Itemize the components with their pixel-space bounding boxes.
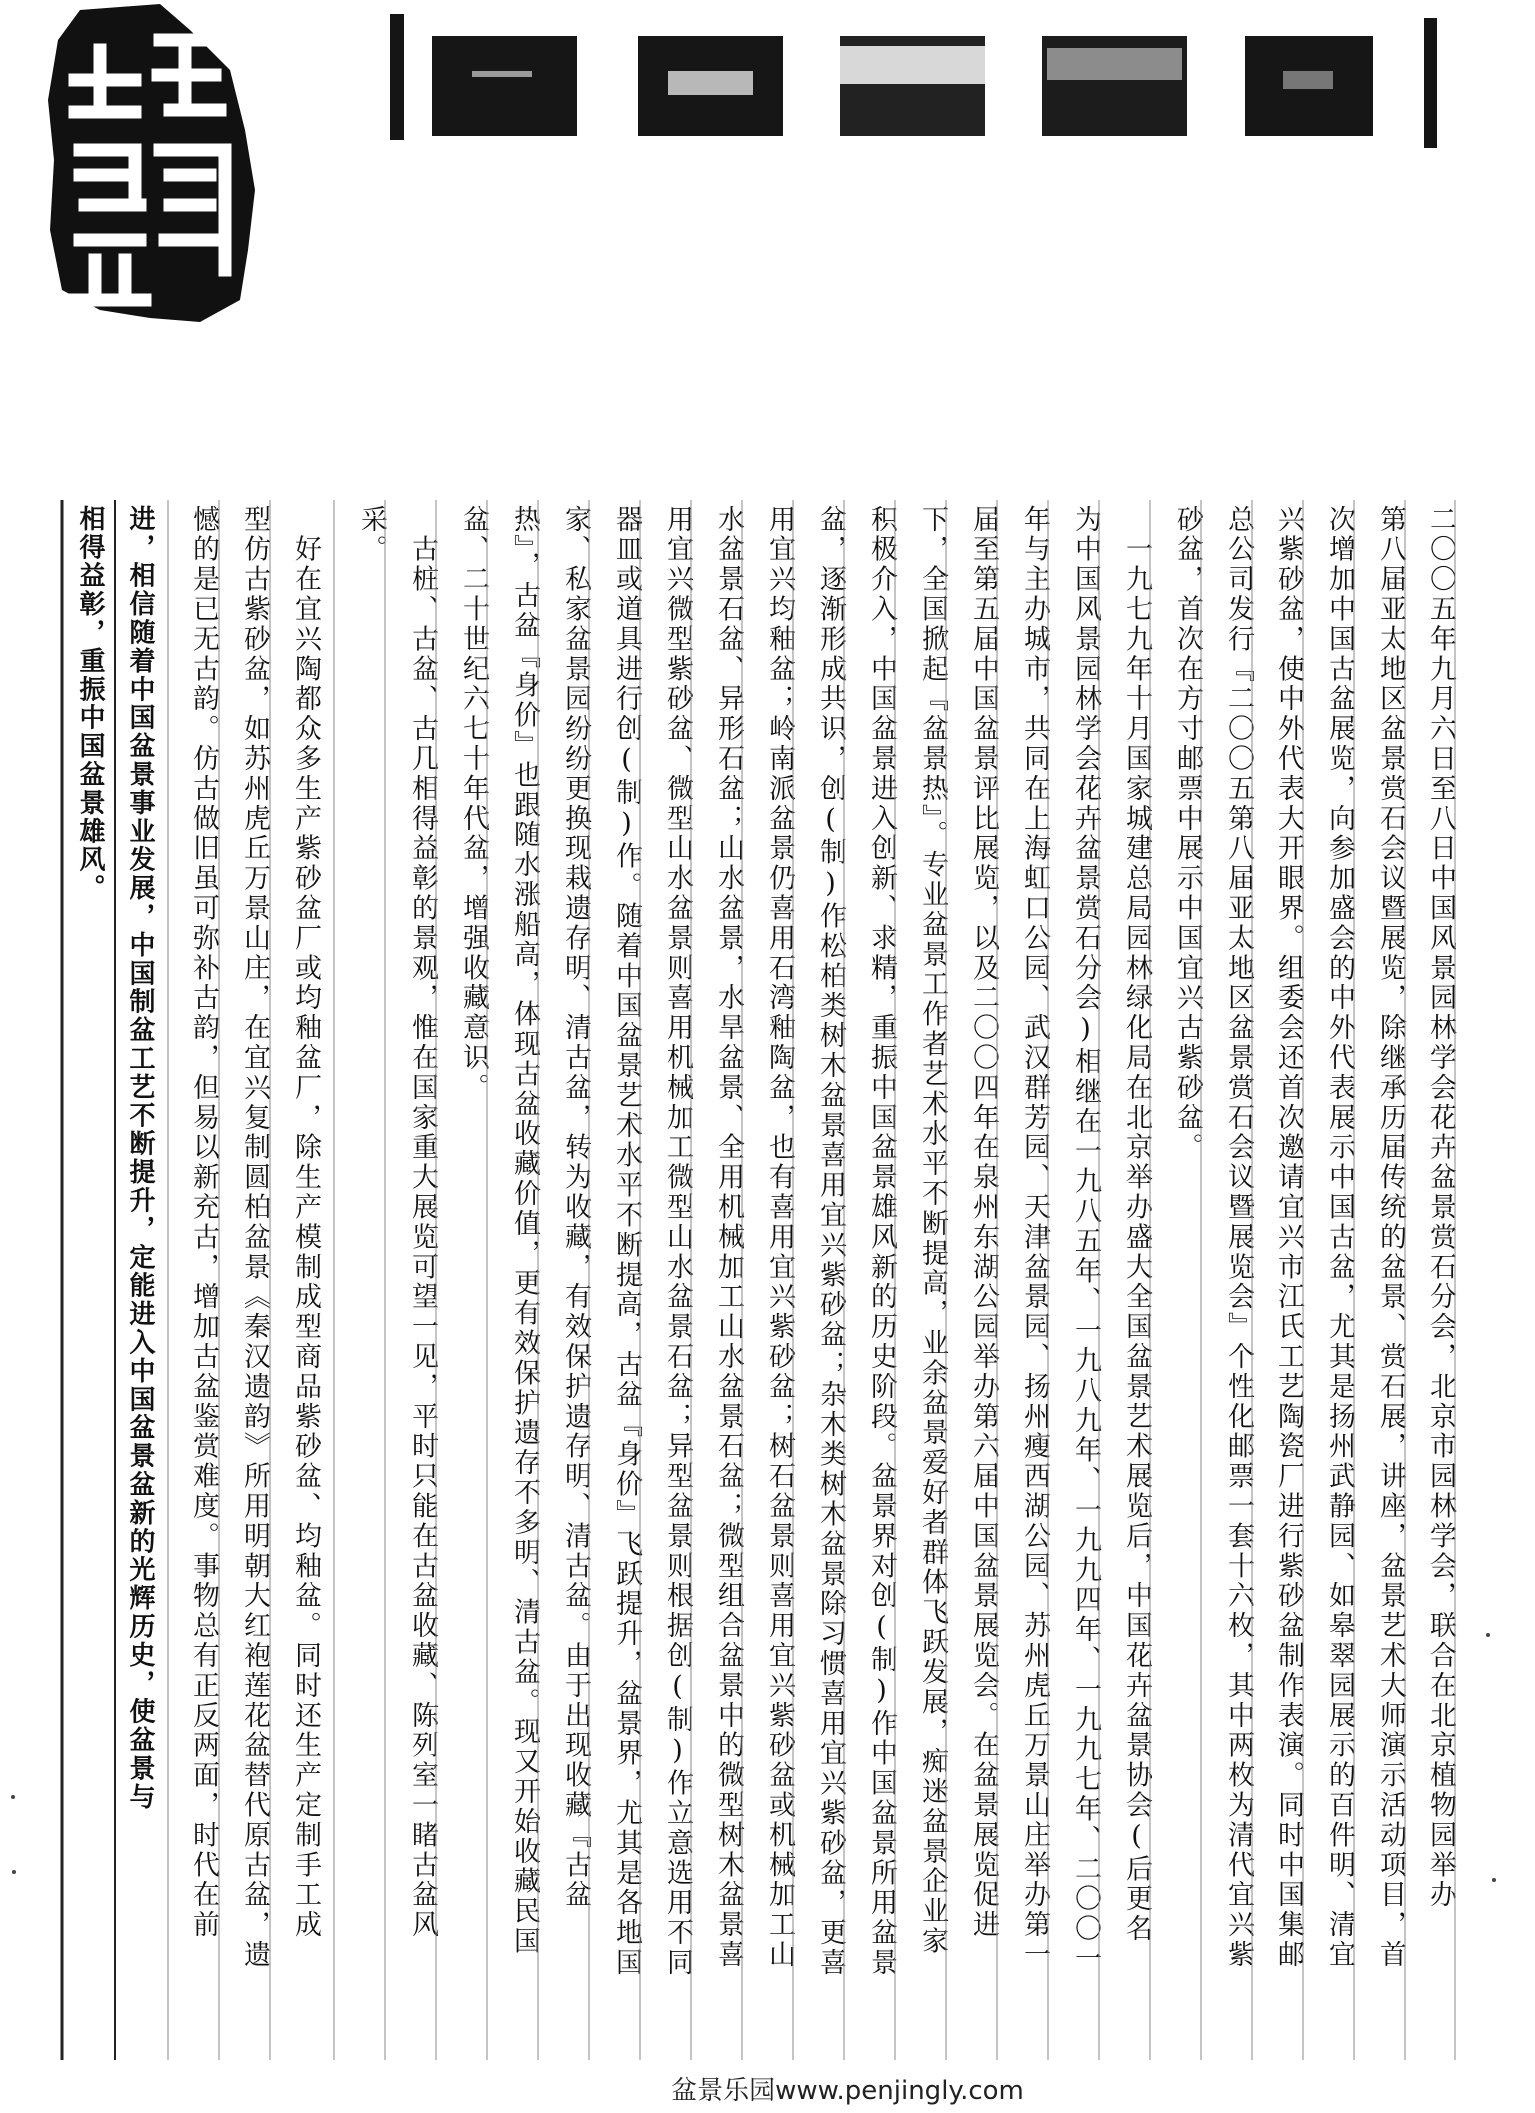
text-column: 憾的是已无古韵。仿古做旧虽可弥补古韵，但易以新充古，增加古盆鉴赏难度。事物总有正反两面，时代在前 [188, 505, 219, 1941]
text-column-bold: 进，相信随着中国盆景事业发展，中国制盆工艺不断提升，定能进入中国盆景盆新的光辉历史，使盆景与 [125, 505, 155, 1812]
text-column: 积极介入，中国盆景进入创新、求精，重振中国盆景雄风新的历史阶段。盆景界对创(制)作中国盆景所用盆景 [866, 505, 897, 1979]
scan-speck [12, 1870, 16, 1874]
text-column: 盆，逐渐形成共识，创(制)作松柏类树木盆景喜用宜兴紫砂盆；杂木类树木盆景除习惯喜用宜兴紫砂盆，更喜 [815, 505, 846, 1979]
text-column: 用宜兴微型紫砂盆、微型山水盆景则喜用机械加工微型山水盆景石盆；异型盆景则根据创(制)作立意选用不同 [662, 505, 693, 1979]
text-column: 好在宜兴陶都众多生产紫砂盆厂或均釉盆厂，除生产模制成型商品紫砂盆、均釉盆。同时还生产定制手工成 [290, 505, 321, 1941]
text-column: 用宜兴均釉盆；岭南派盆景仍喜用石湾釉陶盆，也有喜用宜兴紫砂盆；树石盆景则喜用宜兴紫砂盆或机械加工山 [764, 505, 795, 1971]
text-column: 热』，古盆『身价』也跟随水涨船高，体现古盆收藏价值，更有效保护遗存不多明、清古盆。现又开始收藏民国 [509, 505, 540, 1957]
text-column-bold: 相得益彰，重振中国盆景雄风。 [75, 505, 105, 903]
text-column: 第八届亚太地区盆景赏石会议暨展览，除继承历届传统的盆景、赏石展，讲座，盆景艺术大师演示活动项目，首 [1375, 505, 1406, 1971]
text-column: 砂盆，首次在方寸邮票中展示中国宜兴古紫砂盆。 [1172, 505, 1203, 1163]
scan-speck [1492, 1878, 1496, 1882]
text-column: 总公司发行『二〇〇五第八届亚太地区盆景赏石会议暨展览会』个性化邮票一套十六枚，其中两枚为清代宜兴紫 [1223, 505, 1254, 1971]
text-column: 型仿古紫砂盆，如苏州虎丘万景山庄，在宜兴复制圆柏盆景《秦汉遗韵》所用明朝大红袍莲花盆替代原古盆，遗 [239, 505, 270, 1971]
scan-speck [11, 1795, 15, 1799]
text-column: 水盆景石盆、异形石盆；山水盆景，水旱盆景、全用机械加工山水盆景石盆；微型组合盆景中的微型树木盆景喜 [713, 505, 744, 1971]
text-column: 下，全国掀起『盆景热』。专业盆景工作者艺术水平不断提高，业余盆景爱好者群体飞跃发展，痴迷盆景企业家 [917, 505, 948, 1957]
scan-speck [1486, 1633, 1490, 1637]
text-column: 采。 [356, 505, 387, 565]
text-column: 次增加中国古盆展览，向参加盛会的中外代表展示中国古盆，尤其是扬州武静园、如皋翠园展示的百件明、清宜 [1324, 505, 1355, 1971]
text-column: 届至第五届中国盆景评比展览，以及二〇〇四年在泉州东湖公园举办第六届中国盆景展览会。在盆景展览促进 [968, 505, 999, 1941]
text-column: 兴紫砂盆，使中外代表大开眼界。组委会还首次邀请宜兴市江氏工艺陶瓷厂进行紫砂盆制作表演。同时中国集邮 [1273, 505, 1304, 1971]
text-column: 古桩、古盆、古几相得益彰的景观，惟在国家重大展览可望一见，平时只能在古盆收藏、陈列室一睹古盆风 [407, 505, 438, 1941]
text-column: 器皿或道具进行创(制)作。随着中国盆景艺术水平不断提高，古盆『身价』飞跃提升，盆景界，尤其是各地国 [611, 505, 642, 1979]
text-column: 二〇〇五年九月六日至八日中国风景园林学会花卉盆景赏石分会，北京市园林学会，联合在北京植物园举办 [1425, 505, 1456, 1911]
text-column: 盆、二十世纪六七十年代盆，增强收藏意识。 [458, 505, 489, 1103]
watermark: 盆景乐园www.penjingly.com [671, 2076, 1024, 2106]
text-column: 家、私家盆景园纷纷更换现栽遗存明、清古盆，转为收藏，有效保护遗存明、清古盆。由于出现收藏『古盆 [560, 505, 591, 1911]
text-column: 为中国风景园林学会花卉盆景赏石分会)相继在一九八五年、一九八九年、一九九四年、一九九七年、二〇〇一 [1070, 505, 1101, 1975]
text-column: 一九七九年十月国家城建总局园林绿化局在北京举办盛大全国盆景艺术展览后，中国花卉盆景协会(后更名 [1121, 505, 1152, 1945]
text-column: 年与主办城市，共同在上海虹口公园、武汉群芳园、天津盆景园、扬州瘦西湖公园、苏州虎丘万景山庄举办第一 [1019, 505, 1050, 1971]
